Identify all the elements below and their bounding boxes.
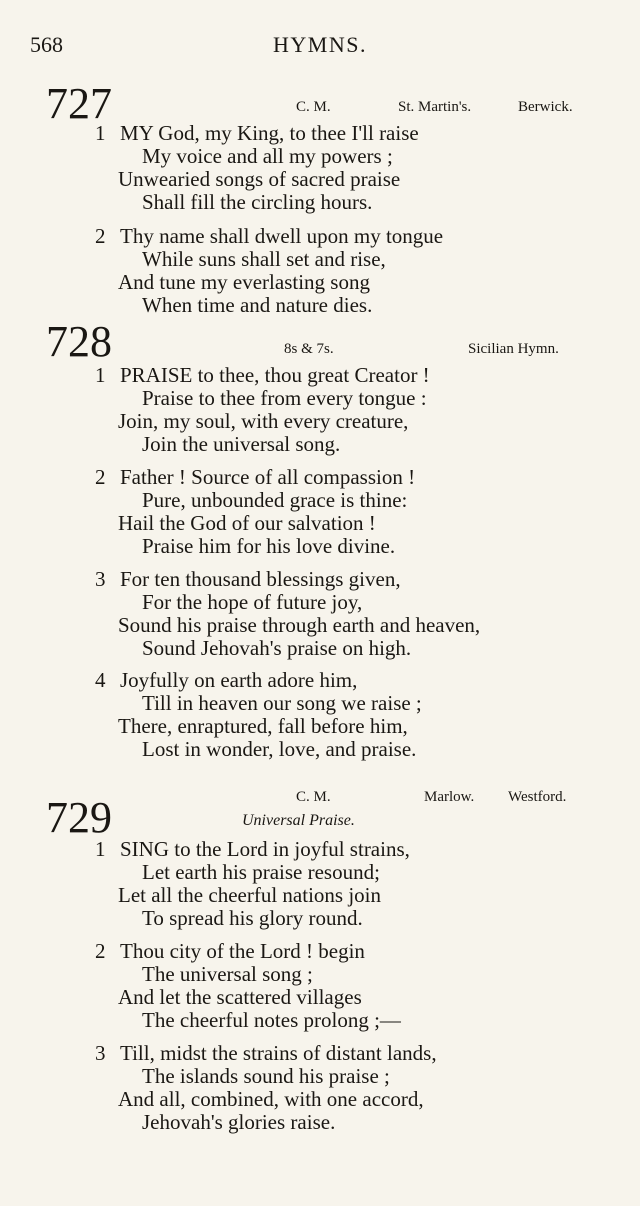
hymn-line: Lost in wonder, love, and praise. — [142, 737, 417, 761]
hymn-line: Pure, unbounded grace is thine: — [142, 488, 408, 512]
hymn-line: SING to the Lord in joyful strains, — [120, 837, 410, 861]
tune-name: Westford. — [508, 789, 567, 805]
hymn-line: MY God, my King, to thee I'll raise — [120, 121, 419, 145]
page-header — [30, 32, 610, 62]
hymn-number: 729 — [46, 793, 112, 842]
hymn-line: The islands sound his praise ; — [142, 1064, 390, 1088]
hymn-line: PRAISE to thee, thou great Creator ! — [120, 363, 430, 387]
hymn-meter: C. M. — [296, 99, 331, 115]
hymn-line: Jehovah's glories raise. — [142, 1110, 336, 1134]
hymn-line: Join the universal song. — [142, 432, 341, 456]
hymn-line: My voice and all my powers ; — [142, 144, 393, 168]
tune-name: Berwick. — [518, 99, 573, 115]
hymn-line: Hail the God of our salvation ! — [118, 511, 376, 535]
hymn-line: Till in heaven our song we raise ; — [142, 691, 422, 715]
tune-name: Marlow. — [424, 789, 475, 805]
running-title: HYMNS. — [273, 32, 367, 57]
stanza-number: 1 — [95, 121, 106, 145]
stanza-number: 4 — [95, 668, 106, 692]
hymn-number: 727 — [46, 79, 112, 128]
hymn-line: And let the scattered villages — [118, 985, 362, 1009]
hymn-line: Father ! Source of all compassion ! — [120, 465, 416, 489]
hymn-line: There, enraptured, fall before him, — [118, 714, 408, 738]
hymn-line: Thou city of the Lord ! begin — [120, 939, 365, 963]
stanza-number: 3 — [95, 567, 106, 591]
stanza-number: 2 — [95, 224, 106, 248]
hymn-line: Let all the cheerful nations join — [118, 883, 381, 907]
hymn-line: The universal song ; — [142, 962, 313, 986]
hymn-line: Sound his praise through earth and heaven, — [118, 613, 481, 637]
hymn-line: Shall fill the circling hours. — [142, 190, 373, 214]
hymn-line: Praise to thee from every tongue : — [142, 386, 427, 410]
hymn-line: Till, midst the strains of distant lands, — [120, 1041, 437, 1065]
hymn-line: Join, my soul, with every creature, — [118, 409, 409, 433]
hymn-meter: 8s & 7s. — [284, 341, 334, 357]
hymn-line: Joyfully on earth adore him, — [120, 668, 358, 692]
stanza-number: 3 — [95, 1041, 106, 1065]
tune-name: Sicilian Hymn. — [468, 341, 559, 357]
hymn-line: The cheerful notes prolong ;— — [142, 1008, 401, 1032]
hymn-line: For ten thousand blessings given, — [120, 567, 401, 591]
hymn-line: Sound Jehovah's praise on high. — [142, 636, 412, 660]
stanza-number: 2 — [95, 939, 106, 963]
hymn-line: Thy name shall dwell upon my tongue — [120, 224, 444, 248]
hymn-line: Unwearied songs of sacred praise — [118, 167, 401, 191]
page-number: 568 — [30, 32, 63, 57]
hymn-line: Let earth his praise resound; — [142, 860, 380, 884]
hymn-line: And all, combined, with one accord, — [118, 1087, 424, 1111]
hymn-line: When time and nature dies. — [142, 293, 373, 317]
stanza-number: 1 — [95, 837, 106, 861]
hymn-number: 728 — [46, 317, 112, 366]
hymn-line: And tune my everlasting song — [118, 270, 370, 294]
stanza-number: 1 — [95, 363, 106, 387]
hymn-meter: C. M. — [296, 789, 331, 805]
hymn-line: For the hope of future joy, — [142, 590, 363, 614]
hymn-line: While suns shall set and rise, — [142, 247, 386, 271]
hymn-subtitle: Universal Praise. — [242, 812, 355, 829]
stanza-number: 2 — [95, 465, 106, 489]
hymn-line: To spread his glory round. — [142, 906, 363, 930]
hymn-line: Praise him for his love divine. — [142, 534, 396, 558]
tune-name: St. Martin's. — [398, 99, 472, 115]
